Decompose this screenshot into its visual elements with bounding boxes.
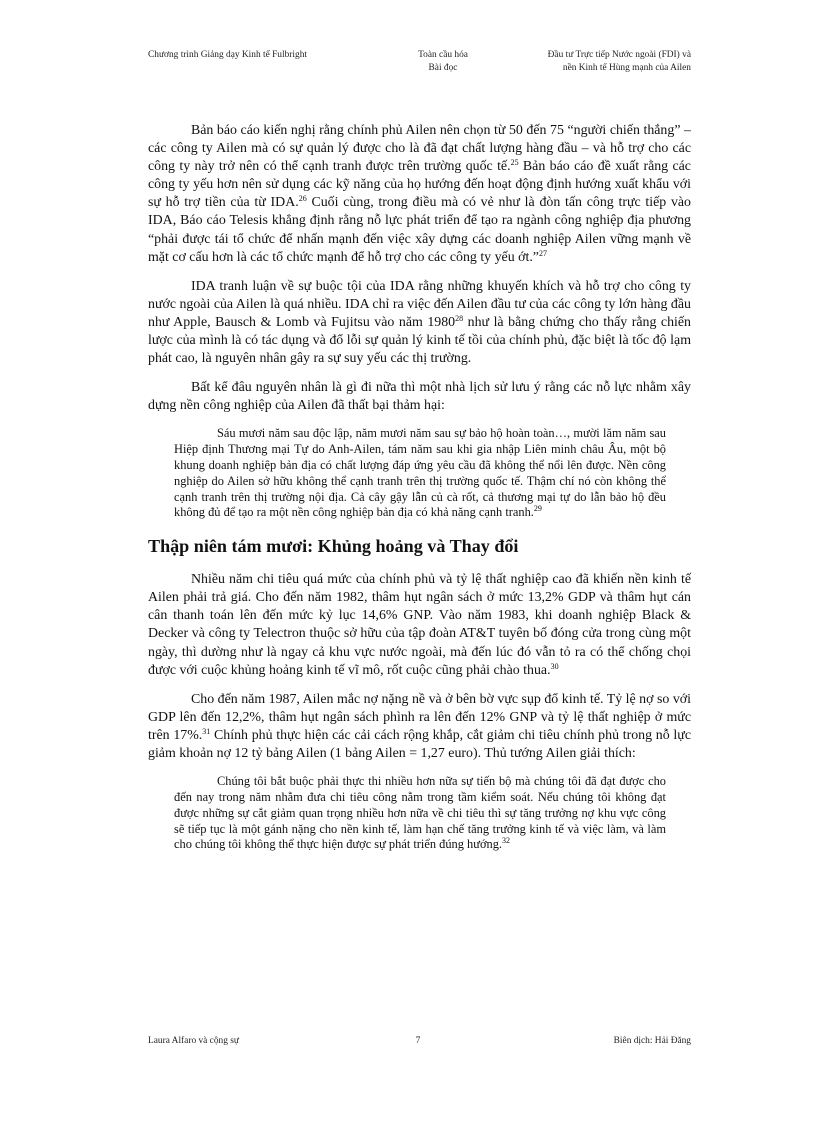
header-center-line1: Toàn cầu hóa xyxy=(418,50,468,60)
paragraph-5: Cho đến năm 1987, Ailen mắc nợ nặng nề và ở bên bờ vực sụp đổ kinh tế. Tỷ lệ nợ so với GDP lên đến 12,2%, thâm hụt ngân sách phình ra lên đến 12% GNP và tỷ lệ thất nghiệp ở mức trên 17%.$^{31}$ Chính phủ thực hiện các cải cách rộng khắp, cắt giảm chi tiêu chính phủ trong nỗ lực giảm khoản nợ 12 tỷ bảng Ailen (1 bảng Ailen = 1,27 euro). Thủ tướng Ailen giải thích: xyxy=(148,691,691,762)
header-right-line1: Đầu tư Trực tiếp Nước ngoài (FDI) và xyxy=(547,50,691,60)
paragraph-3: Bất kể đâu nguyên nhân là gì đi nữa thì một nhà lịch sử lưu ý rằng các nỗ lực nhằm xây dựng nền công nghiệp của Ailen đã thất bại thảm hại: xyxy=(148,380,691,414)
document-body xyxy=(148,122,691,867)
footnote-ref-29[interactable]: 29 xyxy=(533,504,542,514)
paragraph-1: Bản báo cáo kiến nghị rằng chính phủ Ailen nên chọn từ 50 đến 75 “người chiến thắng” – các công ty Ailen mà có sự quản lý được cho là đã đạt chất lượng hàng đầu – và hỗ trợ cho các công ty này trở nên có thể cạnh tranh được trên trường quốc tế.$^{25}$ Bản báo cáo đề xuất rằng các công ty yếu hơn nên sử dụng các kỹ năng của họ hướng đến hoạt động định hướng xuất khẩu với sự hỗ trợ tiền của từ IDA.$^{26}$ Cuối cùng, trong điều mà có vẻ như là đòn tấn công trực tiếp vào IDA, Báo cáo Telesis khẳng định rằng nỗ lực phát triển để tạo ra ngành công nghiệp địa phương “phải được tái tổ chức để nhấn mạnh đến việc xây dựng các doanh nghiệp Ailen vững mạnh về mặt cơ cấu hơn là các tổ chức mạnh để hỗ trợ cho các công ty yếu ớt.”$^{27}$ xyxy=(148,123,691,265)
footnote-ref-30[interactable]: 30 xyxy=(550,661,559,671)
footnote-ref-32[interactable]: 32 xyxy=(502,836,510,846)
header-center-line2: Bài đọc xyxy=(428,63,458,73)
footnote-ref-27[interactable]: 27 xyxy=(538,248,547,258)
header-left: Chương trình Giảng dạy Kinh tế Fulbright xyxy=(148,50,307,60)
section-heading: Thập niên tám mươi: Khủng hoảng và Thay đổi xyxy=(148,536,519,557)
footnote-ref-26[interactable]: 26 xyxy=(298,194,307,204)
footnote-ref-28[interactable]: 28 xyxy=(455,313,464,323)
footnote-ref-25[interactable]: 25 xyxy=(510,158,519,168)
header-center xyxy=(400,49,486,75)
header-right xyxy=(512,49,691,75)
page-number: 7 xyxy=(415,1036,421,1046)
paragraph-4: Nhiều năm chi tiêu quá mức của chính phủ và tỷ lệ thất nghiệp cao đã khiến nền kinh tế Ailen phải trả giá. Cho đến năm 1982, thâm hụt ngân sách ở mức 13,2% GDP và thâm hụt cán cân thanh toán lên đến mức kỷ lục 14,6% GNP. Vào năm 1983, khi doanh nghiệp Black & Decker và công ty Telectron thuộc sở hữu của tập đoàn AT&T tuyên bố đóng cửa trong cùng một ngày, thì dường như là ngay cả khu vực nước ngoài, mà đến lúc đó vẫn tỏ ra có thể chống chọi được với cuộc khủng hoảng kinh tế vĩ mô, rốt cuộc cũng phải chào thua.$^{30}$ xyxy=(148,572,691,678)
header-right-line2: nền Kinh tế Hùng mạnh của Ailen xyxy=(562,63,691,73)
footer-translator: Biên dịch: Hải Đăng xyxy=(613,1036,691,1046)
footnote-ref-31[interactable]: 31 xyxy=(202,726,211,736)
block-quote-1: Sáu mươi năm sau độc lập, năm mươi năm sau sự bảo hộ hoàn toàn…, mười lăm năm sau Hiệp định Thương mại Tự do Anh-Ailen, tám năm sau khi gia nhập Liên minh châu Âu, một bộ khung doanh nghiệp bản địa có chất lượng đáp ứng yêu cầu đã không thể nổi lên được. Nền công nghiệp do Ailen sở hữu không thể cạnh tranh trên thị trường quốc tế. Thậm chí nó còn không thể cạnh tranh trên thị trường nội địa. Cả cây gậy lẫn củ cà rốt, cả thương mại tự do lẫn bảo hộ đều không đủ để tạo ra một nền công nghiệp bản địa có khả năng cạnh tranh.$^{29}$ xyxy=(174,426,666,520)
paragraph-2: IDA tranh luận về sự buộc tội của IDA rằng những khuyến khích và hỗ trợ cho công ty nước ngoài của Ailen là quá nhiều. IDA chỉ ra việc đến Ailen đầu tư của các công ty lớn hàng đầu như Apple, Bausch & Lomb và Fujitsu vào năm 1980$^{28}$ như là bằng chứng cho thấy rằng chiến lược của mình là có tác dụng và đổ lỗi sự quản lý kinh tế tồi của chính phủ, đặc biệt là tốc độ lạm phát cao, là nguyên nhân gây ra sự suy yếu các thị trường. xyxy=(148,278,691,367)
footer-author: Laura Alfaro và cộng sự xyxy=(148,1036,239,1046)
block-quote-2: Chúng tôi bắt buộc phải thực thi nhiều hơn nữa sự tiến bộ mà chúng tôi đã đạt được cho đến nay trong năm nhằm đưa chi tiêu công nằm trong tầm kiểm soát. Nếu chúng tôi không đạt được những sự cắt giảm quan trọng nhiều hơn nữa về chi tiêu thì sự tăng trưởng nợ khu vực công sẽ tiếp tục là một gánh nặng cho nền kinh tế, làm hạn chế tăng trưởng kinh tế và việc làm, và làm cho chúng tôi không thể thực hiện được sự phát triển đúng hướng.$^{32}$ xyxy=(174,774,666,852)
